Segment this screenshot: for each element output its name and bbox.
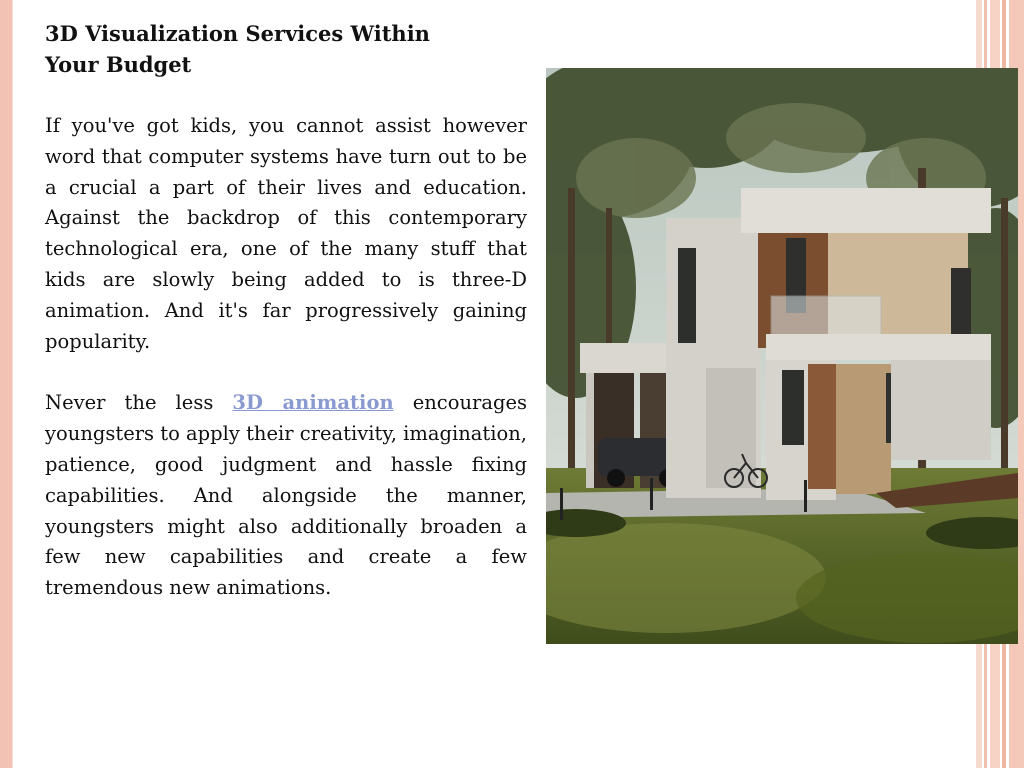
title-line-2: Your Budget <box>45 52 192 77</box>
paragraph-2 <box>45 388 527 604</box>
slide-text-column <box>45 18 527 604</box>
house-illustration <box>546 68 1018 644</box>
house-photo <box>546 68 1018 644</box>
3d-animation-link[interactable]: 3D animation <box>232 391 394 415</box>
slide-title <box>45 18 527 80</box>
title-line-1: 3D Visualization Services Within <box>45 21 430 46</box>
paragraph-1: If you've got kids, you cannot assist however word that computer systems have turn out to be a crucial a part of their lives and education. Against the backdrop of this contemporary technological era, one of the many stuff that kids are slowly being added to is three-D animation. And it's far progressively gaining popularity. <box>45 114 527 353</box>
paragraph-2-lead: Never the less <box>45 391 233 415</box>
left-border-decoration <box>0 0 13 768</box>
paragraph-2-rest: encourages youngsters to apply their creativity, imagination, patience, good judgment and hassle fixing capabilities. And alongside the manner, youngsters might also additionally broaden a few new capabilities and create a few tremendous new animations. <box>45 391 528 600</box>
